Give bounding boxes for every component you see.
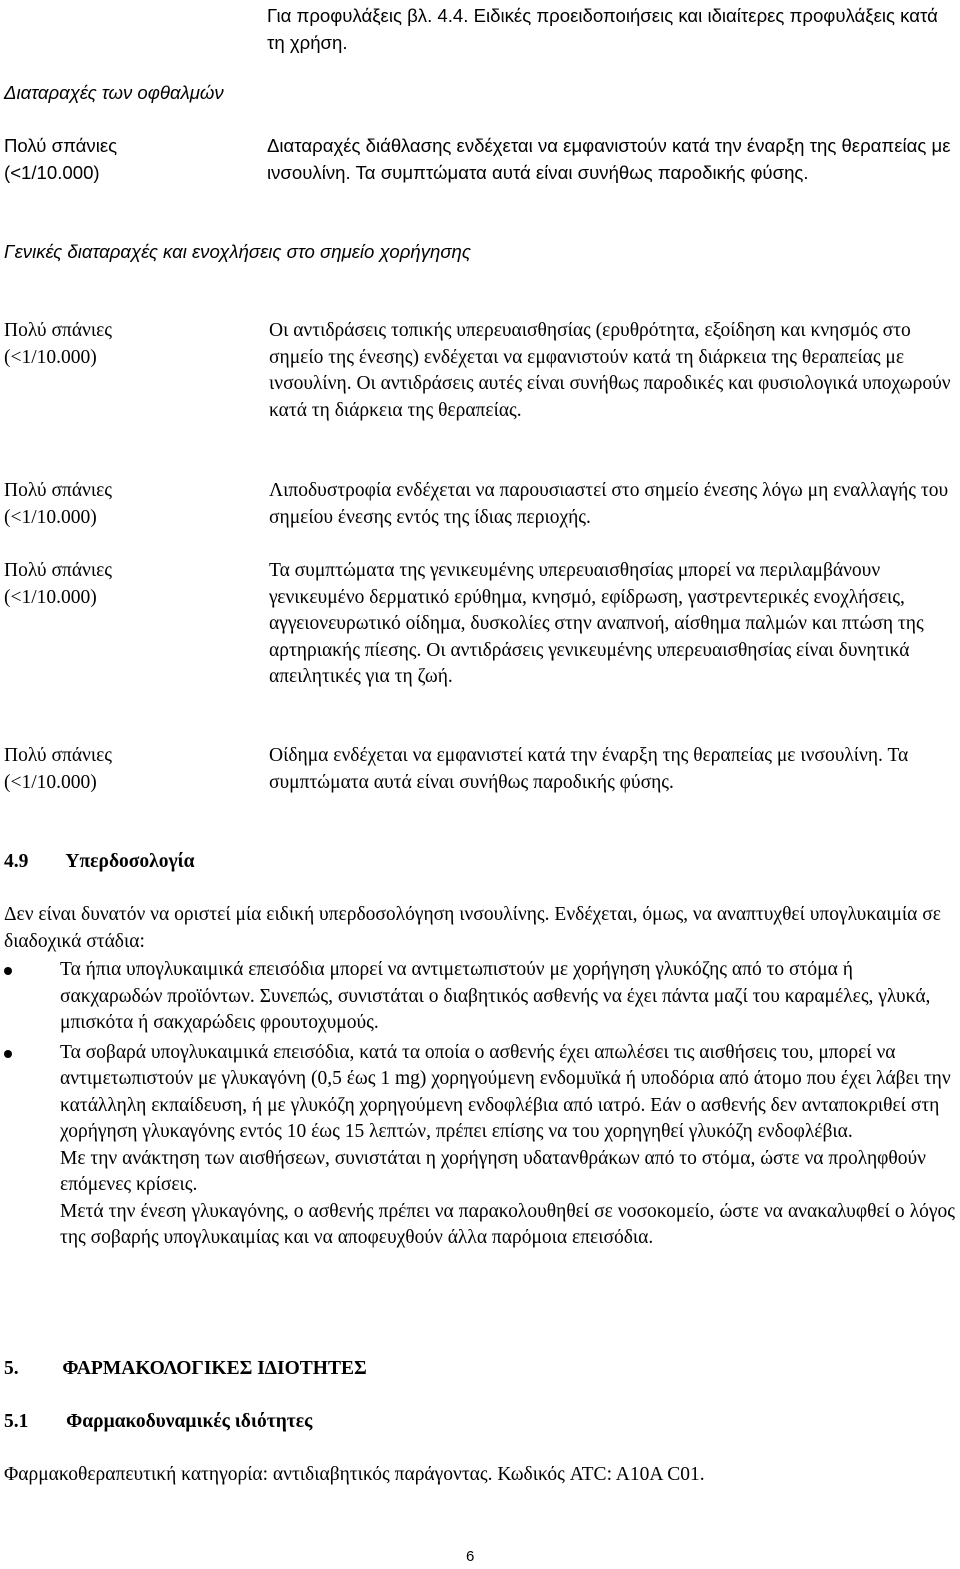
frequency-label: Πολύ σπάνιες (<1/10.000) bbox=[4, 320, 113, 368]
bullet-icon bbox=[4, 967, 12, 975]
section-number: 4.9 bbox=[4, 851, 29, 872]
eye-disorders-heading: Διαταραχές των οφθαλμών bbox=[4, 82, 224, 103]
bullet-paragraph: Τα σοβαρά υπογλυκαιμικά επεισόδια, κατά τα οποία ο ασθενής έχει απωλέσει τις αισθήσεις του, μπορεί να αντιμετωπιστούν με γλυκαγόνη (0,5 έως 1 mg) χορηγούμενη ενδομυϊκά ή υποδόρια από άτομο που έχει λάβει την κατάλληλη εκπαίδευση, ή με γλυκόζη χορηγούμενη ενδοφλέβια από ιατρό. Εάν ο ασθενής δεν ανταποκριθεί στη χορήγηση γλυκαγόνης εντός 10 έως 15 λεπτών, πρέπει επίσης να του χορηγηθεί γλυκόζη ενδοφλέβια. bbox=[60, 1041, 951, 1142]
section-heading-5 bbox=[4, 1356, 367, 1383]
reaction-description: Διαταραχές διάθλασης ενδέχεται να εμφανιστούν κατά την έναρξη της θεραπείας με ινσουλίνη. Τα συμπτώματα αυτά είναι συνήθως παροδικής φύσης. bbox=[267, 135, 951, 183]
bullet-paragraph: Τα ήπια υπογλυκαιμικά επεισόδια μπορεί να αντιμετωπιστούν με χορήγηση γλυκόζης από το στόμα ή σακχαρωδών προϊόντων. Συνεπώς, συνιστάται ο διαβητικός ασθενής να έχει πάντα μαζί του καραμέλες, γλυκά, μπισκότα ή σακχαρώδεις φρουτοχυμούς. bbox=[60, 959, 931, 1033]
pharmacotherapeutic-group-text: Φαρμακοθεραπευτική κατηγορία: αντιδιαβητικός παράγοντας. Κωδικός ATC: A10A C01. bbox=[4, 1464, 705, 1485]
administration-site-heading: Γενικές διαταραχές και ενοχλήσεις στο σημείο χορήγησης bbox=[4, 241, 471, 262]
section-title: Φαρμακοδυναμικές ιδιότητες bbox=[66, 1411, 313, 1432]
bullet-icon bbox=[4, 1050, 12, 1058]
frequency-label: Πολύ σπάνιες (<1/10.000) bbox=[4, 480, 113, 528]
bullet-item bbox=[0, 1040, 955, 1252]
section-intro-text: Για προφυλάξεις βλ. 4.4. Ειδικές προειδοποιήσεις και ιδιαίτερες προφυλάξεις κατά τη χρήση. bbox=[267, 5, 938, 53]
overdose-intro: Δεν είναι δυνατόν να οριστεί μία ειδική υπερδοσολόγηση ινσουλίνης. Ενδέχεται, όμως, να αναπτυχθεί υπογλυκαιμία σε διαδοχικά στάδια: bbox=[4, 904, 941, 952]
page-number: 6 bbox=[466, 1548, 475, 1565]
section-heading-5-1 bbox=[4, 1409, 312, 1436]
bullet-paragraph: Με την ανάκτηση των αισθήσεων, συνιστάται η χορήγηση υδατανθράκων από το στόμα, ώστε να προληφθούν επόμενες κρίσεις. bbox=[60, 1147, 926, 1195]
reaction-description: Οίδημα ενδέχεται να εμφανιστεί κατά την έναρξη της θεραπείας με ινσουλίνη. Τα συμπτώματα αυτά είναι συνήθως παροδικής φύσης. bbox=[269, 745, 909, 793]
section-title: Υπερδοσολογία bbox=[65, 851, 195, 872]
frequency-label: Πολύ σπάνιες (<1/10.000) bbox=[4, 135, 118, 183]
bullet-item bbox=[0, 957, 955, 1037]
section-number: 5.1 bbox=[4, 1411, 29, 1432]
reaction-description: Οι αντιδράσεις τοπικής υπερευαισθησίας (ερυθρότητα, εξοίδηση και κνησμός στο σημείο της ένεσης) ενδέχεται να εμφανιστούν κατά τη διάρκεια της θεραπείας με ινσουλίνη. Οι αντιδράσεις αυτές είναι συνήθως παροδικές και φυσιολογικά υποχωρούν κατά τη διάρκεια της θεραπείας. bbox=[269, 320, 951, 421]
bullet-paragraph: Μετά την ένεση γλυκαγόνης, ο ασθενής πρέπει να παρακολουθηθεί σε νοσοκομείο, ώστε να ανακαλυφθεί ο λόγος της σοβαρής υπογλυκαιμίας και να αποφευχθούν άλλα παρόμοια επεισόδια. bbox=[60, 1200, 955, 1248]
reaction-description: Λιποδυστροφία ενδέχεται να παρουσιαστεί στο σημείο ένεσης λόγω μη εναλλαγής του σημείου ένεσης εντός της ίδιας περιοχής. bbox=[269, 480, 949, 528]
section-title: ΦΑΡΜΑΚΟΛΟΓΙΚΕΣ ΙΔΙΟΤΗΤΕΣ bbox=[62, 1358, 367, 1379]
reaction-description: Τα συμπτώματα της γενικευμένης υπερευαισθησίας μπορεί να περιλαμβάνουν γενικευμένο δερματικό ερύθημα, κνησμό, εφίδρωση, γαστρεντερικές ενοχλήσεις, αγγειονευρωτικό οίδημα, δυσκολίες στην αναπνοή, αίσθημα παλμών και πτώση της αρτηριακής πίεσης. Οι αντιδράσεις γενικευμένης υπερευαισθησίας είναι δυνητικά απειλητικές για τη ζωή. bbox=[269, 560, 924, 687]
section-number: 5. bbox=[4, 1358, 19, 1379]
overdose-bullet-list bbox=[0, 957, 955, 1252]
section-heading-4-9 bbox=[4, 849, 195, 876]
frequency-label: Πολύ σπάνιες (<1/10.000) bbox=[4, 560, 113, 608]
frequency-label: Πολύ σπάνιες (<1/10.000) bbox=[4, 745, 113, 793]
